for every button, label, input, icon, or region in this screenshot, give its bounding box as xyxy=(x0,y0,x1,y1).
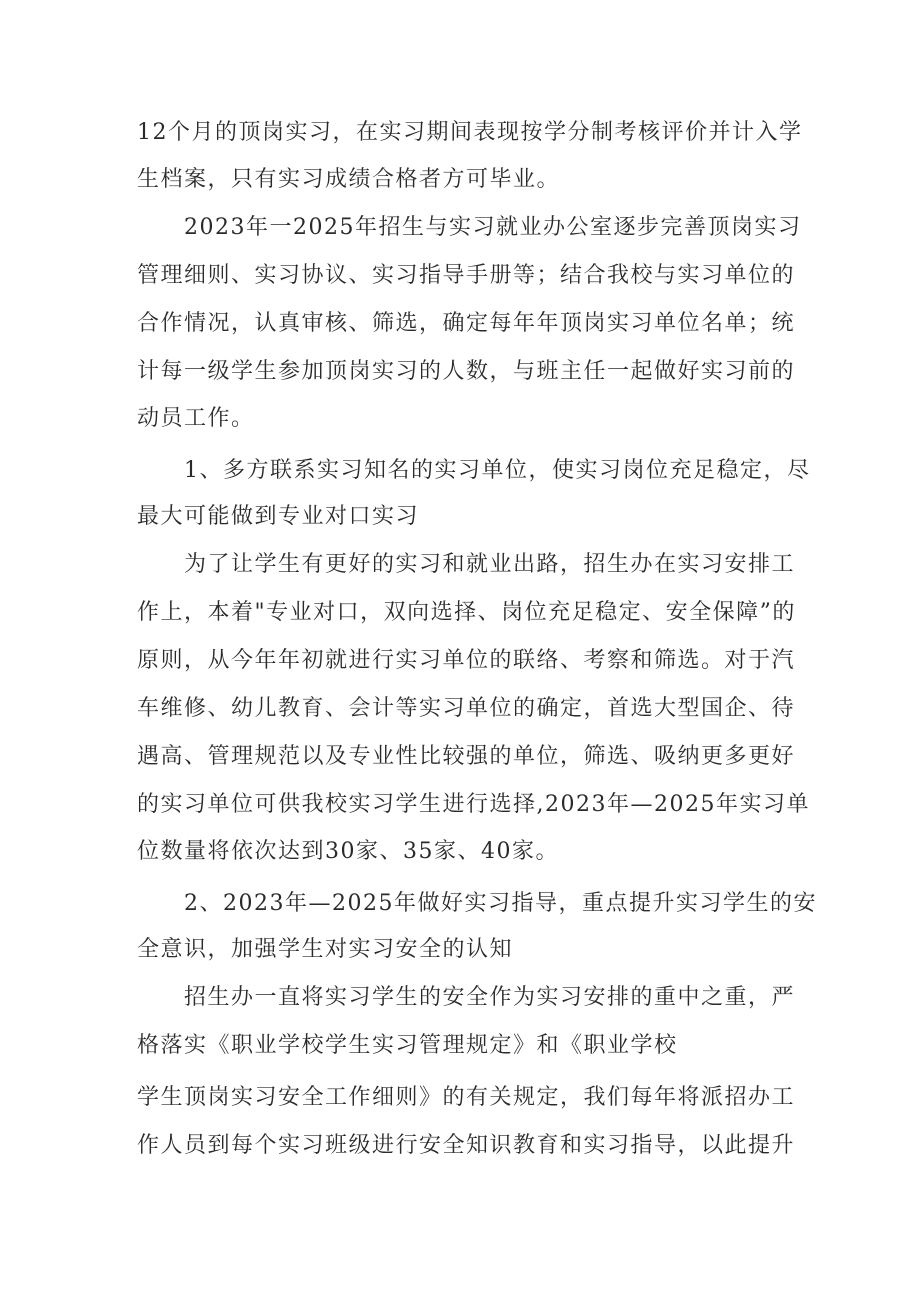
text-line: 招生办一直将实习学生的安全作为实习安排的重中之重，严 xyxy=(184,985,796,1010)
text-line: 12个月的顶岗实习，在实习期间表现按学分制考核评价并计入学 xyxy=(137,120,803,145)
text-line: 2023年一2025年招生与实习就业办公室逐步完善顶岗实习 xyxy=(184,215,802,240)
text-line: 最大可能做到专业对口实习 xyxy=(137,504,420,529)
text-line: 全意识，加强学生对实习安全的认知 xyxy=(137,937,514,962)
text-line: 的实习单位可供我校实习学生进行选择,2023年—2025年实习单 xyxy=(137,792,810,817)
text-line: 2、2023年—2025年做好实习指导，重点提升实习学生的安 xyxy=(184,891,817,916)
text-line: 作人员到每个实习班级进行安全知识教育和实习指导，以此提升 xyxy=(137,1133,796,1158)
text-line: 为了让学生有更好的实习和就业出路，招生办在实习安排工 xyxy=(184,552,796,577)
text-line: 车维修、幼儿教育、会计等实习单位的确定，首选大型国企、待 xyxy=(137,696,796,721)
text-line: 1、多方联系实习知名的实习单位，使实习岗位充足稳定，尽 xyxy=(184,458,811,483)
text-line: 遇高、管理规范以及专业性比较强的单位，筛选、吸纳更多更好 xyxy=(137,744,796,769)
text-line: 学生顶岗实习安全工作细则》的有关规定，我们每年将派招办工 xyxy=(137,1085,796,1110)
text-line: 管理细则、实习协议、实习指导手册等；结合我校与实习单位的 xyxy=(137,263,796,288)
text-line: 位数量将依次达到30家、35家、40家。 xyxy=(137,839,559,864)
text-line: 计每一级学生参加顶岗实习的人数，与班主任一起做好实习前的 xyxy=(137,359,796,384)
text-line: 作上，本着"专业对口，双向选择、岗位充足稳定、安全保障”的 xyxy=(137,600,796,625)
text-line: 生档案，只有实习成绩合格者方可毕业。 xyxy=(137,167,561,192)
text-line: 动员工作。 xyxy=(137,406,255,431)
text-line: 格落实《职业学校学生实习管理规定》和《职业学校 xyxy=(137,1033,678,1058)
text-line: 合作情况，认真审核、筛选，确定每年年顶岗实习单位名单；统 xyxy=(137,311,796,336)
text-line: 原则，从今年年初就进行实习单位的联络、考察和筛选。对于汽 xyxy=(137,648,796,673)
